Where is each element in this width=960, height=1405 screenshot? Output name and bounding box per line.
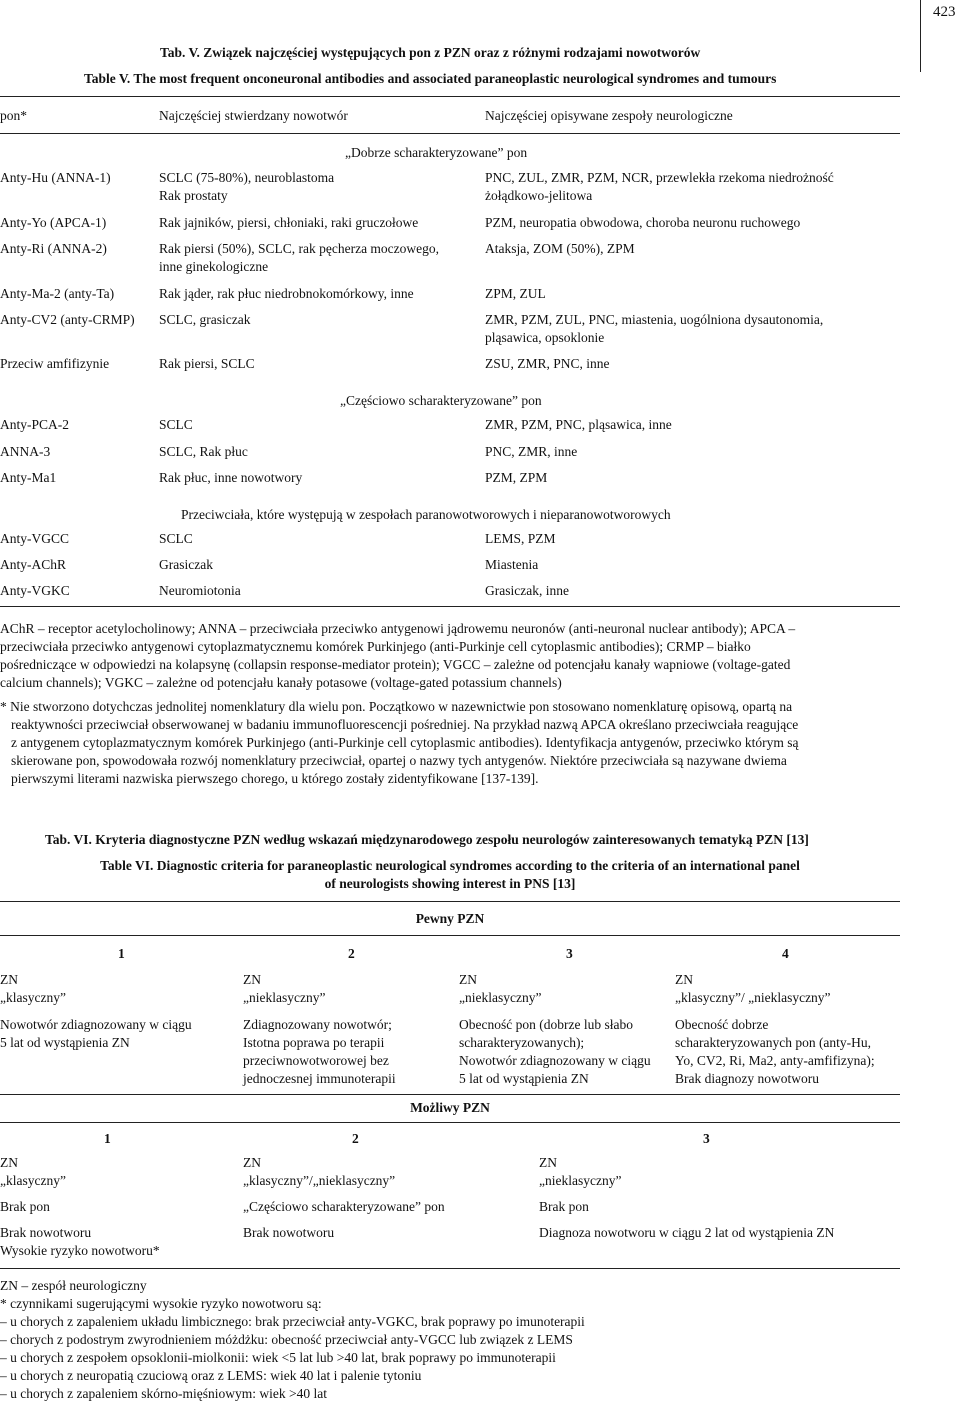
mozliwy-tumour: Brak nowotworu Wysokie ryzyko nowotworu* (0, 1225, 160, 1258)
table-row-antibody: Anty-Ma1 (0, 470, 57, 485)
table6-title-en: Table VI. Diagnostic criteria for paraneoplastic neurological syndromes according to the criteria of an international panel (100, 858, 800, 873)
mozliwy-syndrome-type: ZN „klasyczny” (0, 1155, 66, 1188)
footnote-line: z antygenem cytoplazmatycznym komórek Purkinjego (anti-Purkinje cell cytoplasmic antibodies). Identyfikacja antygenów, przeciwko którym są (11, 735, 799, 750)
table-row-antibody: Anty-VGKC (0, 583, 70, 598)
abbreviations-line: AChR – receptor acetylocholinowy; ANNA – przeciwciała przeciwko antygenowi jądrowemu neuronów (anti-neuronal nuclear antibody); APCA – (0, 621, 796, 636)
table-row-tumour: Rak płuc, inne nowotwory (159, 470, 303, 485)
table-row-syndrome: ZPM, ZUL (485, 286, 546, 301)
table6-note: – u chorych z neuropatią czuciową oraz z LEMS: wiek 40 lat i palenie tytoniu (0, 1368, 422, 1383)
table6-note: – u chorych z zapaleniem skórno-mięśniowym: wiek >40 lat (0, 1386, 328, 1401)
section-well-characterised: „Dobrze scharakteryzowane” pon (345, 145, 528, 160)
table5-header-rule (0, 133, 900, 134)
mozliwy-heading: Możliwy PZN (410, 1100, 490, 1115)
pewny-col-num: 4 (782, 946, 789, 961)
table-row-tumour: Rak piersi, SCLC (159, 356, 255, 371)
mozliwy-col-num: 3 (703, 1131, 710, 1146)
table6-title-pl: Tab. VI. Kryteria diagnostyczne PZN według wskazań międzynarodowego zespołu neurologów zainteresowanych tematyką PZN [13] (45, 832, 809, 847)
table-row-antibody: Anty-CV2 (anty-CRMP) (0, 312, 135, 327)
table5-title-en: Table V. The most frequent onconeuronal antibodies and associated paraneoplastic neurological syndromes and tumours (84, 71, 777, 86)
abbreviations-line: calcium channels); VGKC – zależne od potencjału kanały potasowe (voltage-gated potassium channels) (0, 675, 562, 690)
pewny-criteria: Obecność dobrze scharakteryzowanych pon (anty-Hu, Yo, CV2, Ri, Ma2, anty-amfifizyna); Brak diagnozy nowotworu (675, 1017, 875, 1086)
table6-note: – u chorych z zespołem opsoklonii-miolkonii: wiek <5 lat lub >40 lat, brak poprawy po immunoterapii (0, 1350, 556, 1365)
table-row-tumour: SCLC (75-80%), neuroblastoma Rak prostaty (159, 170, 335, 203)
abbreviations-line: przeciwciała przeciwko antygenowi cytoplazmatycznemu komórek Purkinjego (anti-Purkinje cell cytoplasmic antibodies); CRMP – białko (0, 639, 751, 654)
abbreviations-line: pośredniczące w odpowiedzi na kolapsynę (collapsin response-mediator protein); VGCC – zależne od potencjału kanały wapniowe (voltage-gated (0, 657, 791, 672)
table5-header-pon: pon* (0, 108, 27, 123)
table5-header-syndromes: Najczęściej opisywane zespoły neurologiczne (485, 108, 733, 123)
table-row-tumour: SCLC, Rak płuc (159, 444, 248, 459)
table-row-syndrome: PZM, neuropatia obwodowa, choroba neuronu ruchowego (485, 215, 801, 230)
pewny-col-num: 1 (118, 946, 125, 961)
mozliwy-col-num: 2 (352, 1131, 359, 1146)
table-row-syndrome: Grasiczak, inne (485, 583, 569, 598)
pewny-criteria: Zdiagnozowany nowotwór; Istotna poprawa po terapii przeciwnowotworowej bez jednoczesnej immunoterapii (243, 1017, 396, 1086)
table6-note: * czynnikami sugerującymi wysokie ryzyko nowotworu są: (0, 1296, 322, 1311)
pewny-rule (0, 935, 900, 936)
footnote-line: pierwszymi literami nazwiska pierwszego chorego, u którego zostały zidentyfikowane [137-139]. (11, 771, 539, 786)
table-row-tumour: SCLC, grasiczak (159, 312, 251, 327)
mozliwy-rule (0, 1122, 900, 1123)
table-row-antibody: Anty-Ri (ANNA-2) (0, 241, 107, 256)
table-row-antibody: Anty-Hu (ANNA-1) (0, 170, 111, 185)
footnote-line: * Nie stworzono dotychczas jednolitej nomenklatury dla wielu pon. Początkowo w nazewnictwie pon stosowano nomenklaturę opisową, opartą na (0, 699, 793, 714)
table-row-tumour: Neuromiotonia (159, 583, 241, 598)
footnote-line: skierowane pon, spowodowała rozwój nomenklatury przeciwciał, opartej o nazwy tych antygenów. Niektóre przeciwciała są nazywane dwiema (11, 753, 787, 768)
mozliwy-tumour: Brak nowotworu (243, 1225, 335, 1240)
table-row-tumour: SCLC (159, 417, 193, 432)
page-number: 423 (933, 4, 956, 20)
pewny-criteria: Obecność pon (dobrze lub słabo scharakteryzowanych); Nowotwór zdiagnozowany w ciągu 5 lat od wystąpienia ZN (459, 1017, 651, 1086)
table-row-syndrome: ZSU, ZMR, PNC, inne (485, 356, 610, 371)
table6-bottom-rule (0, 1268, 900, 1269)
table-row-tumour: Grasiczak (159, 557, 213, 572)
pewny-syndrome-type: ZN „nieklasyczny” (243, 972, 326, 1005)
table-row-antibody: Anty-Yo (APCA-1) (0, 215, 107, 230)
table-row-antibody: Przeciw amfifizynie (0, 356, 110, 371)
table-row-antibody: ANNA-3 (0, 444, 51, 459)
pewny-syndrome-type: ZN „klasyczny” (0, 972, 66, 1005)
pewny-syndrome-type: ZN „klasyczny”/ „nieklasyczny” (675, 972, 831, 1005)
section-para-and-nonpara: Przeciwciała, które występują w zespołach paranowotworowych i nieparanowotworowych (181, 507, 671, 522)
table-row-syndrome: Miastenia (485, 557, 539, 572)
page-edge-rule (920, 0, 921, 72)
table-row-syndrome: ZMR, PZM, ZUL, PNC, miastenia, uogólniona dysautonomia, pląsawica, opsoklonie (485, 312, 824, 345)
table-row-syndrome: ZMR, PZM, PNC, pląsawica, inne (485, 417, 672, 432)
table6-note: ZN – zespół neurologiczny (0, 1278, 147, 1293)
pewny-col-num: 3 (566, 946, 573, 961)
mozliwy-antibodies: „Częściowo scharakteryzowane” pon (243, 1199, 445, 1214)
table-row-antibody: Anty-Ma-2 (anty-Ta) (0, 286, 115, 301)
mozliwy-col-num: 1 (104, 1131, 111, 1146)
mozliwy-syndrome-type: ZN „nieklasyczny” (539, 1155, 622, 1188)
section-partially-characterised: „Częściowo scharakteryzowane” pon (340, 393, 542, 408)
footnote-line: reaktywności przeciwciał obserwowanej w badaniu immunofluorescencji pośredniej. Na przykład nazwą APCA określano przeciwciała reagujące (11, 717, 799, 732)
table-row-tumour: Rak piersi (50%), SCLC, rak pęcherza moczowego, inne ginekologiczne (159, 241, 440, 274)
table-row-syndrome: PZM, ZPM (485, 470, 548, 485)
table-row-tumour: SCLC (159, 531, 193, 546)
table5-top-rule (0, 96, 900, 97)
table-row-antibody: Anty-AChR (0, 557, 67, 572)
table-row-syndrome: PNC, ZUL, ZMR, PZM, NCR, przewlekła rzekoma niedrożność żołądkowo-jelitowa (485, 170, 834, 203)
table-row-syndrome: LEMS, PZM (485, 531, 556, 546)
pewny-criteria: Nowotwór zdiagnozowany w ciągu 5 lat od wystąpienia ZN (0, 1017, 192, 1050)
mozliwy-tumour: Diagnoza nowotworu w ciągu 2 lat od wystąpienia ZN (539, 1225, 835, 1240)
table5-header-tumour: Najczęściej stwierdzany nowotwór (159, 108, 348, 123)
table-row-antibody: Anty-VGCC (0, 531, 70, 546)
table5-title-pl: Tab. V. Związek najczęściej występujących pon z PZN oraz z różnymi rodzajami nowotworów (160, 45, 701, 60)
pewny-syndrome-type: ZN „nieklasyczny” (459, 972, 542, 1005)
table6-note: – u chorych z zapaleniem układu limbicznego: brak przeciwciał anty-VGKC, brak poprawy po imunoterapii (0, 1314, 585, 1329)
pewny-heading: Pewny PZN (415, 911, 485, 926)
table-row-tumour: Rak jąder, rak płuc niedrobnokomórkowy, inne (159, 286, 414, 301)
mozliwy-antibodies: Brak pon (0, 1199, 50, 1214)
mozliwy-syndrome-type: ZN „klasyczny”/„nieklasyczny” (243, 1155, 396, 1188)
table-row-syndrome: PNC, ZMR, inne (485, 444, 578, 459)
mozliwy-antibodies: Brak pon (539, 1199, 589, 1214)
table6-title-en-cont: of neurologists showing interest in PNS [13] (324, 876, 576, 891)
table-row-tumour: Rak jajników, piersi, chłoniaki, raki gruczołowe (159, 215, 419, 230)
table5-bottom-rule (0, 606, 900, 607)
table-row-antibody: Anty-PCA-2 (0, 417, 70, 432)
table6-note: – chorych z podostrym zwyrodnieniem móżdżku: obecność przeciwciał anty-VGCC lub związek z LEMS (0, 1332, 573, 1347)
mozliwy-top-rule (0, 1094, 900, 1095)
table-row-syndrome: Ataksja, ZOM (50%), ZPM (485, 241, 635, 256)
pewny-col-num: 2 (348, 946, 355, 961)
table6-top-rule (0, 901, 900, 902)
